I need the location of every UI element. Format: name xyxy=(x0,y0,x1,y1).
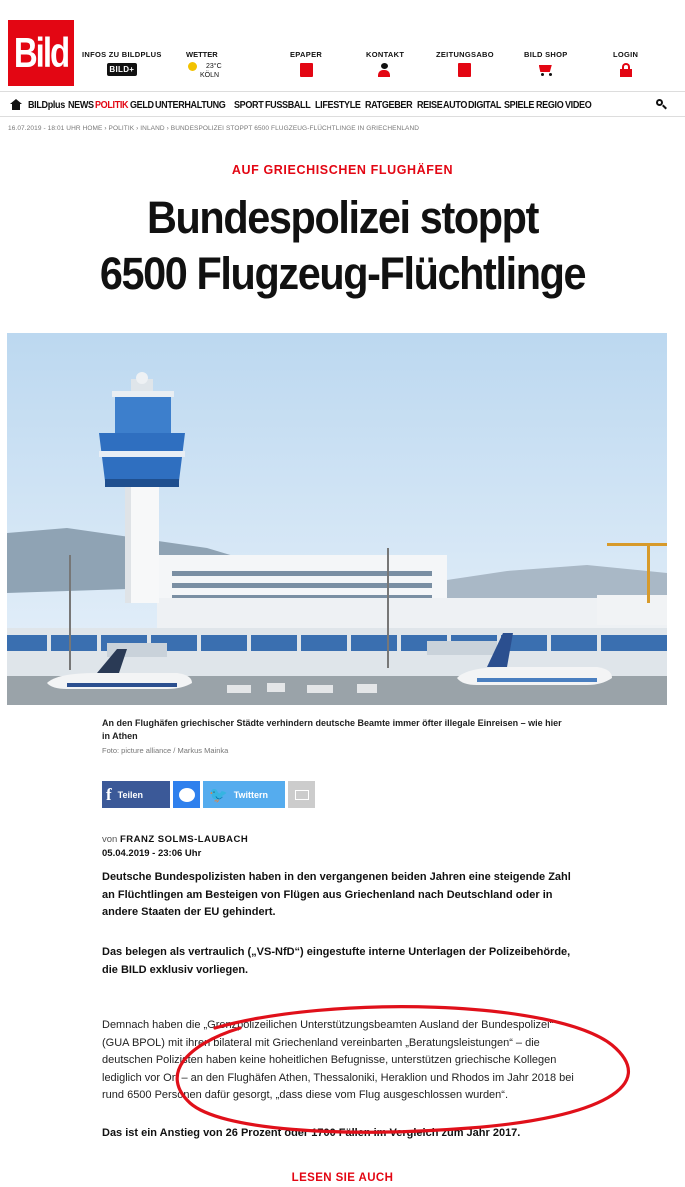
header-epaper[interactable] xyxy=(290,50,322,77)
nav-item-spiele[interactable]: SPIELE xyxy=(503,98,534,111)
article-paragraph: Deutsche Bundespolizisten haben in den vergangenen beiden Jahren eine steigende Zahl an Flüchtlingen am Besteigen von Flügen aus Griechenland nach Deutschland oder in andere Staaten der EU gehindert. xyxy=(102,871,571,918)
messenger-icon xyxy=(179,788,195,802)
read-more-heading[interactable]: LESEN SIE AUCH xyxy=(291,1172,394,1184)
header-kontakt[interactable] xyxy=(366,50,404,77)
nav-item-bildplus[interactable]: BILDplus xyxy=(28,98,65,111)
facebook-share-label: Teilen xyxy=(117,789,144,800)
zeitungsabo-label: ZEITUNGSABO xyxy=(436,50,494,59)
top-header xyxy=(0,0,685,92)
nav-item-sport[interactable]: SPORT xyxy=(233,98,264,111)
header-zeitungsabo[interactable] xyxy=(436,50,494,77)
newspaper-icon xyxy=(458,63,471,77)
article-byline xyxy=(102,834,248,845)
nav-item-politik[interactable]: POLITIK xyxy=(94,98,129,111)
logo-text: Bild xyxy=(13,29,69,76)
shop-label: BILD SHOP xyxy=(524,50,568,59)
twitter-share-button[interactable] xyxy=(203,781,285,808)
facebook-share-button[interactable] xyxy=(102,781,170,808)
bildplus-info-label: INFOS ZU BILDPLUS xyxy=(82,50,162,59)
header-bild-shop[interactable] xyxy=(524,50,568,76)
facebook-icon: f xyxy=(106,784,112,804)
share-bar xyxy=(102,781,315,808)
article-paragraph: Das ist ein Anstieg von 26 Prozent oder 1700 Fällen im Vergleich zum Jahr 2017. xyxy=(102,1127,521,1139)
article-kicker: AUF GRIECHISCHEN FLUGHÄFEN xyxy=(231,163,454,177)
login-label: LOGIN xyxy=(613,50,639,59)
nav-item-digital[interactable]: DIGITAL xyxy=(468,98,502,111)
header-weather[interactable] xyxy=(186,50,222,79)
search-icon[interactable] xyxy=(656,99,667,110)
header-login[interactable] xyxy=(613,50,638,77)
epaper-label: EPAPER xyxy=(290,50,323,59)
article-headline xyxy=(27,190,657,302)
breadcrumb[interactable]: 16.07.2019 - 18:01 UHR HOME › POLITIK › INLAND › BUNDESPOLIZEI STOPPT 6500 FLUGZEUG-FLÜCHTLINGE IN GRIECHENLAND xyxy=(8,125,420,132)
nav-item-lifestyle[interactable]: LIFESTYLE xyxy=(314,98,361,111)
twitter-share-label: Twittern xyxy=(233,789,269,800)
article-paragraph: Das belegen als vertraulich („VS-NfD“) eingestufte interne Unterlagen der Polizeibehörde, die BILD exklusiv vorliegen. xyxy=(102,946,571,976)
lock-icon xyxy=(620,63,632,77)
nav-item-news[interactable]: NEWS xyxy=(67,98,94,111)
twitter-icon: 🐦 xyxy=(209,786,228,804)
sun-icon xyxy=(188,62,197,71)
mail-icon xyxy=(295,790,309,800)
nav-item-fussball[interactable]: FUSSBALL xyxy=(265,98,311,111)
article-photo[interactable] xyxy=(7,333,667,705)
bild-logo[interactable] xyxy=(8,20,74,86)
nav-item-regio[interactable]: REGIO xyxy=(535,98,564,111)
photo-caption: An den Flughäfen griechischer Städte verhindern deutsche Beamte immer öfter illegale Einreisen – wie hier in Athen xyxy=(102,718,562,741)
weather-temp: 23°C xyxy=(206,63,222,70)
cart-icon xyxy=(537,63,555,76)
messenger-share-button[interactable] xyxy=(173,781,200,808)
header-bildplus-info[interactable] xyxy=(82,50,162,76)
nav-item-reise[interactable]: REISE xyxy=(416,98,443,111)
byline-prefix: von xyxy=(102,834,118,845)
headline-line-2: 6500 Flugzeug-Flüchtlinge xyxy=(99,248,586,299)
kontakt-label: KONTAKT xyxy=(366,50,405,59)
epaper-icon xyxy=(300,63,313,77)
article-date: 05.04.2019 - 23:06 Uhr xyxy=(102,848,202,859)
nav-item-video[interactable]: VIDEO xyxy=(564,98,591,111)
nav-item-geld[interactable]: GELD xyxy=(130,98,155,111)
nav-item-auto[interactable]: AUTO xyxy=(443,98,468,111)
weather-city: KÖLN xyxy=(200,72,220,79)
article-paragraph: Demnach haben die „Grenzpolizeilichen Unterstützungsbeamten Ausland der Bundespolizei“ (GUA BPOL) mit ihren bilateral mit Griechenland vereinbarten „Beratungsleistungen“ – die deutschen Polizisten haben keine hoheitlichen Befugnisse, unterstützen griechische Kollegen lediglich vor Ort – an den Flughäfen Athen, Thessaloniki, Heraklion und Rhodos im Jahr 2018 bei rund 6500 Personen dafür gesorgt, „dass diese vom Flug ausgeschlossen wurden“. xyxy=(102,1019,574,1101)
photo-credit: Foto: picture alliance / Markus Mainka xyxy=(102,746,229,755)
email-share-button[interactable] xyxy=(288,781,315,808)
home-icon[interactable] xyxy=(10,99,22,110)
airport-photo-illustration xyxy=(7,333,667,705)
bildplus-icon: BILD+ xyxy=(107,63,137,76)
headline-line-1: Bundespolizei stoppt xyxy=(147,192,538,243)
nav-item-ratgeber[interactable]: RATGEBER xyxy=(364,98,413,111)
main-nav xyxy=(0,93,685,117)
contact-icon xyxy=(377,63,393,77)
weather-label: WETTER xyxy=(186,50,218,59)
author-name[interactable]: FRANZ SOLMS-LAUBACH xyxy=(119,834,249,845)
nav-item-unterhaltung[interactable]: UNTERHALTUNG xyxy=(155,98,226,111)
